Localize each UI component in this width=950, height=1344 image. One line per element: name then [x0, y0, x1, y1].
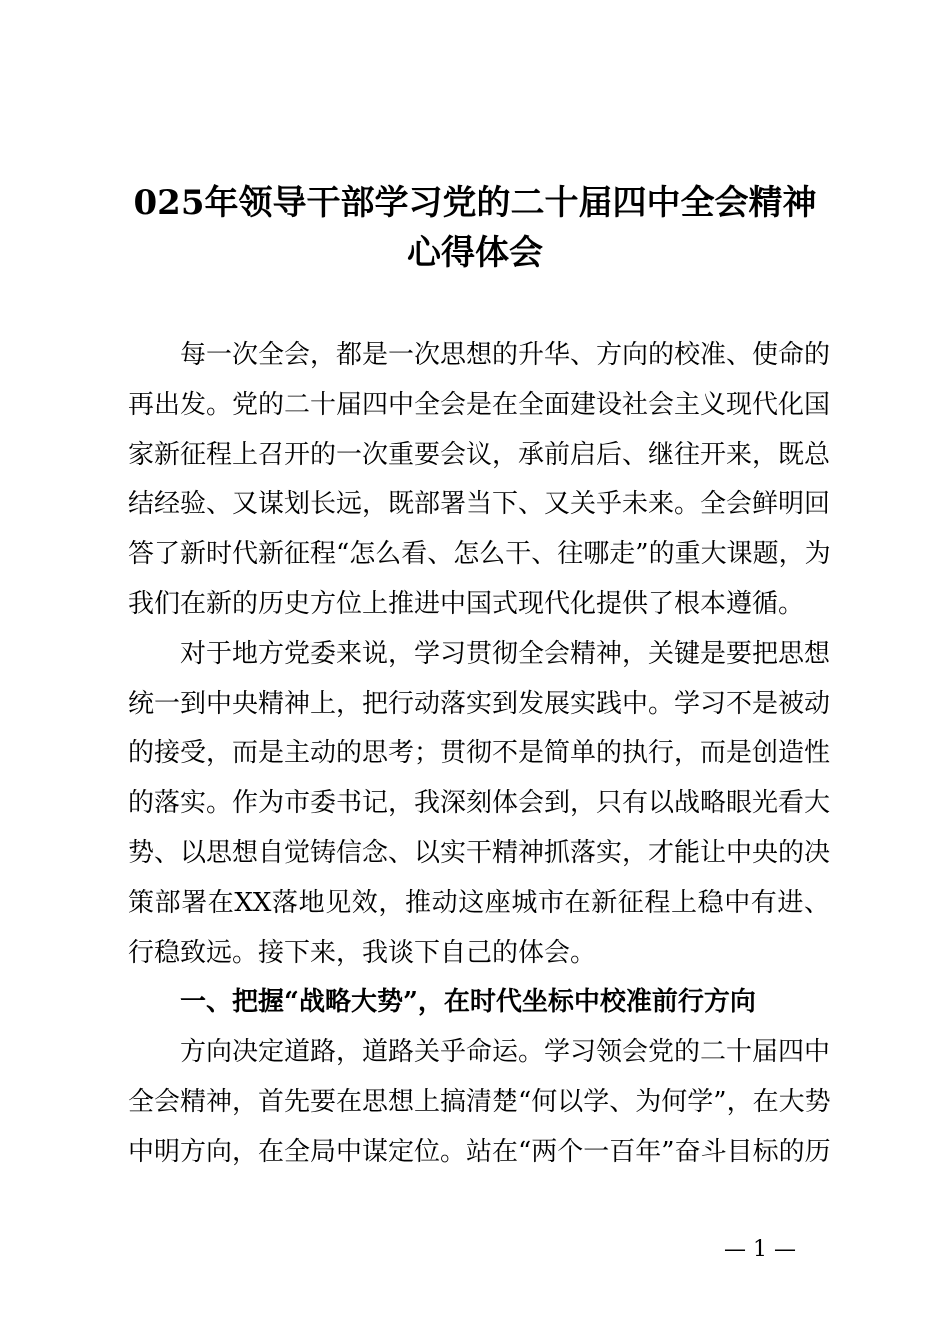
text-line: 策部署在XX落地见效，推动这座城市在新征程上稳中有进、 — [128, 887, 830, 918]
text-line: 再出发。党的二十届四中全会是在全面建设社会主义现代化国 — [128, 389, 831, 420]
text-line: 中明方向，在全局中谋定位。站在“两个一百年”奋斗目标的历 — [128, 1136, 831, 1167]
title-line-2: 心得体会 — [407, 233, 543, 273]
text-line: 的落实。作为市委书记，我深刻体会到，只有以战略眼光看大 — [128, 788, 831, 819]
section-heading: 一、把握“战略大势”，在时代坐标中校准前行方向 — [180, 987, 756, 1018]
text-line: 的接受，而是主动的思考；贯彻不是简单的执行，而是创造性 — [128, 738, 831, 769]
text-line: 方向决定道路，道路关乎命运。学习领会党的二十届四中 — [180, 1037, 831, 1068]
text-line: 我们在新的历史方位上推进中国式现代化提供了根本遵循。 — [128, 589, 805, 619]
title-line-1: 025年领导干部学习党的二十届四中全会精神 — [133, 183, 817, 223]
text-line: 统一到中央精神上，把行动落实到发展实践中。学习不是被动 — [128, 688, 831, 719]
text-line: 家新征程上召开的一次重要会议，承前启后、继往开来，既总 — [128, 439, 831, 470]
text-line: 对于地方党委来说，学习贯彻全会精神，关键是要把思想 — [180, 638, 831, 669]
text-line: 每一次全会，都是一次思想的升华、方向的校准、使命的 — [180, 340, 831, 370]
page-number: — 1 — — [724, 1237, 796, 1262]
text-line: 势、以思想自觉铸信念、以实干精神抓落实，才能让中央的决 — [128, 838, 831, 868]
text-line: 全会精神，首先要在思想上搞清楚“何以学、为何学”，在大势 — [128, 1087, 831, 1117]
text-line: 答了新时代新征程“怎么看、怎么干、往哪走”的重大课题，为 — [128, 539, 831, 570]
text-line: 结经验、又谋划长远，既部署当下、又关乎未来。全会鲜明回 — [128, 489, 831, 520]
text-line: 行稳致远。接下来，我谈下自己的体会。 — [128, 937, 597, 968]
